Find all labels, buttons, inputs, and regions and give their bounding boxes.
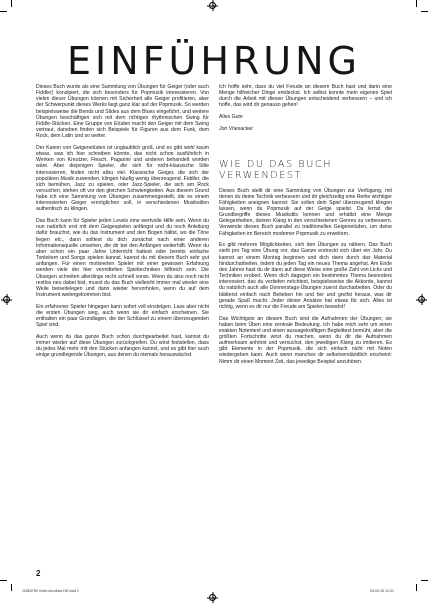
registration-mark-top [209, 2, 216, 9]
crop-mark-top-left-h [0, 11, 7, 12]
crop-mark-top-right-h [421, 11, 428, 12]
paragraph: Der Kanon von Geigenetüden ist unglaublich groß, und es gibt wohl kaum etwas, was ich hier schreiben könnte, das nicht schon ausführlich in Werken von Kreutzer, Flesch, Paganini und anderen behandelt worden wäre. Aber diejenigen Spieler, die sich für nicht-klassische Stile interessieren, finden nicht allzu viel. Klassische Geiger, die sich der populären Musik zuwenden, klingen häufig wenig überzeugend. Fiddler, die sich bemühen, Jazz zu spielen, oder Jazz-Spieler, die sich am Rock versuchen, stehen oft vor den gleichen Schwierigkeiten. Aus diesem Grund habe ich eine Sammlung von Übungen zusammengestellt, die es einem interessierten Geiger ermöglichen soll, in verschiedenen Musikstilen authentisch zu klingen. [36, 144, 209, 213]
paragraph: Dieses Buch wurde als eine Sammlung von Übungen für Geiger (oder auch Fiddler) konzipiert, die sich besonders für Popmusik interessieren. Von vielen dieser Übungen können mit Sicherheit alle Geiger profitieren, aber der Schwerpunkt dieses Werks liegt ganz klar auf der Popmusik. So werden beispielsweise die Bends und Slides aus dem Blues eingeführt, und weitere Übungen beschäftigen sich mit dem richtigen rhythmischen Swing für Fiddle-Stücken. Eine Gruppe von Etüden macht den Geiger mit dem Swing vertraut, daneben finden sich Beispiele für Figuren aus dem Funk, dem Rock, dem Latin und so weiter. [36, 84, 209, 140]
section-heading-line-2: VERWENDEST [219, 169, 303, 181]
page-number: 2 [36, 569, 41, 578]
crop-mark-bottom-right-h [421, 580, 428, 581]
registration-mark-right [418, 296, 425, 303]
section-heading-line-1: WIE DU DAS BUCH [219, 158, 333, 170]
author-signature: Jon Vriesacker [219, 125, 253, 132]
crop-mark-bottom-left-v [11, 584, 12, 591]
left-column [36, 84, 209, 364]
right-column [219, 84, 392, 370]
paragraph: Es gibt mehrere Möglichkeiten, sich den Übungen zu nähern. Das Buch sieht pro Tag eine Übung vor, das Ganze erstreckt sich über ein Jahr. Du kannst an einem Montag beginnen und dich dann durch das Material hindurcharbeiten, indem du jeden Tag ein neues Thema angehst. Am Ende des Jahres hast du dir dann auf diese Weise eine große Zahl von Licks und Techniken erobert. Wenn dich dagegen ein bestimmtes Thema besonders interessiert, das du vertiefen möchtest, beispielsweise die Akkorde, kannst du natürlich auch alle Donnerstags-Übungen zuerst durcharbeiten. Oder du blätterst einfach nach Belieben hin und her und greifst heraus, was dir gerade Spaß macht. Jeder dieser Ansätze hat etwas für sich. Alles ist richtig, wenn es dir nur die Freude am Spielen bewahrt! [219, 242, 392, 310]
page-title: EINFÜHRUNG [67, 39, 361, 83]
crop-mark-bottom-right-v [416, 584, 417, 591]
closing-line: Alles Gute [219, 114, 243, 121]
slug-file-info: 11853750 Violin Aerobics DE.indd 2 [22, 589, 80, 593]
crop-mark-bottom-left-h [0, 580, 7, 581]
registration-mark-left [3, 296, 10, 303]
crop-mark-top-right-v [416, 0, 417, 7]
paragraph: Ein erfahrener Spieler hingegen kann sofort voll einsteigen. Lass aber nicht die ersten Übungen weg, auch wenn sie dir einfach erscheinen. Sie enthalten ein paar Grundlagen, die der Schlüssel zu einem überzeugenden Spiel sind. [36, 303, 209, 329]
slug-timestamp: 03.03.15 12:31 [370, 589, 394, 593]
paragraph: Das Buch kann für Spieler jeden Levels eine wertvolle Hilfe sein. Wenn du nun natürlich erst mit dem Geigespielen anfängst und du noch Anleitung dafür brauchst, wie du das Instrument und den Bogen hältst, wo die Töne liegen etc., dann solltest du dich zunächst nach einer anderen Informationsquelle umsehen, die dir bei den Anfängen weiterhilft. Wenn du aber schon ein paar Jahre Unterricht hattest oder bereits einfache Tonleitern und Songs spielen kannst, kannst du mit diesem Buch sehr gut anfangen. Für einen motivierten Spieler mit einer gewissen Erfahrung werden viele der hier vermittelten Spieltechniken hilfreich sein. Die Übungen schreiten allerdings recht schnell voran. Wenn du also noch nicht restlos neu dabei bist, musst du das Buch vielleicht immer mal wieder eine Weile beiseitelegen und dann wieder hervorholen, wenn du auf dem Instrument weitergekommen bist. [36, 218, 209, 298]
paragraph: Auch wenn du das ganze Buch schon durchgearbeitet hast, kannst du immer wieder auf diese Übungen zurückgreifen. Du wirst feststellen, dass du jedes Mal mehr mit den Stücken anfangen kannst, und es gibt hier auch einige grundlegende Übungen, aus denen du niemals herauswächst. [36, 333, 209, 359]
crop-mark-top-left-v [11, 0, 12, 7]
registration-mark-bottom [209, 594, 216, 601]
section-heading [219, 160, 392, 182]
paragraph: Dieses Buch stellt dir eine Sammlung von Übungen zur Verfügung, mit denen du deine Technik verbessern und dir gleichzeitig eine Reihe wichtiger Fähigkeiten aneignen kannst: Sie sollen dein Spiel überzeugend klingen lassen, wenn du Popmusik auf der Geige spielst. Du lernst die Grundbegriffe dieses Musikstils kennen und erhältst eine Menge Gelegenheiten, deinen Klang in den verschiedenen Genres zu verbessern. Verwende dieses Buch parallel zu traditionellen Geigenetüden, um deine Fähigkeiten im Bereich moderner Popmusik zu erweitern. [219, 187, 392, 237]
paragraph: Ich hoffe sehr, dass du viel Freude an diesem Buch hast und darin eine Menge hilfreicher Dinge entdeckst. Ich selbst konnte mein eigenes Spiel durch die Arbeit mit diesen Übungen entscheidend verbessern – und ich hoffe, das wird dir genauso gehen! [219, 84, 392, 109]
paragraph: Das Wichtigste an diesem Buch sind die Aufnahmen der Übungen; sie haben beim Üben eine zentrale Bedeutung. Ich habe mich sehr um einen exakten Notentext und einen aussagekräftigen Begleittext bemüht, aber die größten Fortschritte wirst du machen, wenn du dir die Aufnahmen aufmerksam anhörst und versuchst, den jeweiligen Klang zu imitieren. Es gibt Elemente in der Popmusik, die sich einfach nicht mit Noten wiedergeben kann. Auch wenn manches dir selbstverständlich erscheint: Nimm dir einen Moment Zeit, das jeweilige Beispiel anzuhören. [219, 315, 392, 365]
